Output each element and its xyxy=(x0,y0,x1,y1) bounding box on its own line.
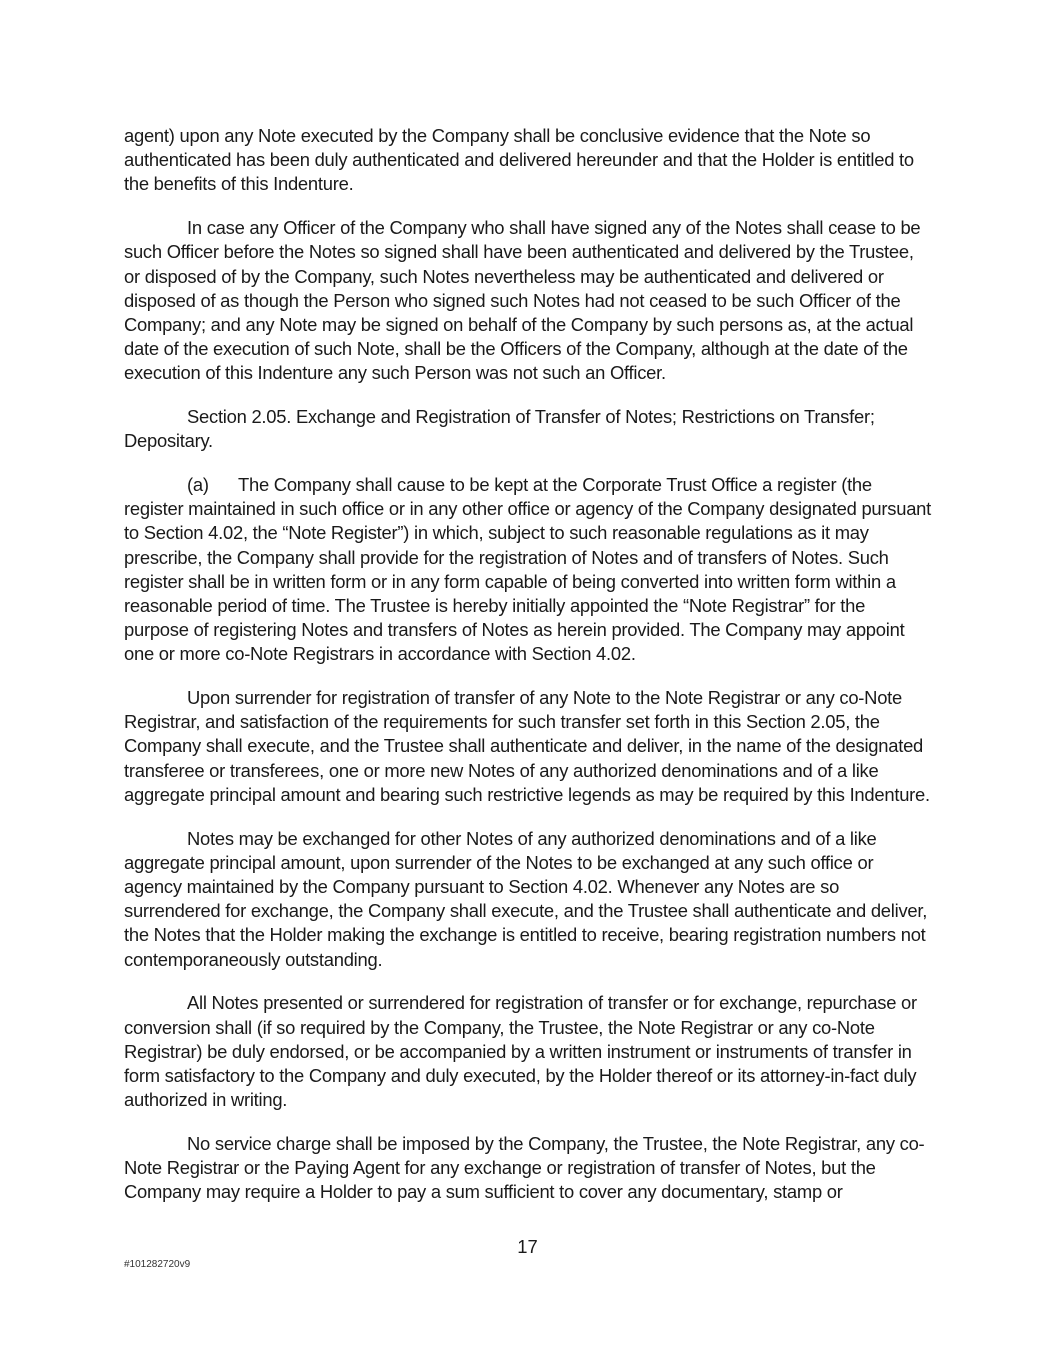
paragraph-service-charge: No service charge shall be imposed by the Company, the Trustee, the Note Registrar, any co-Note Registrar or the Paying Agent for any exchange or registration of transfer of Notes, but the Company may require a Holder to pay a sum sufficient to cover any documentary, stamp or xyxy=(124,1132,925,1203)
document-body xyxy=(124,124,934,1224)
section-heading-2-05: Section 2.05. Exchange and Registration of Transfer of Notes; Restrictions on Transfer; Depositary. xyxy=(124,406,875,452)
paragraph-subsection-a xyxy=(124,473,934,667)
subsection-a-text: The Company shall cause to be kept at the Corporate Trust Office a register (the register maintained in such office or in any other office or agency of the Company designated pursuant to Section 4.02, the “Note Register”) in which, subject to such reasonable regulations as it may prescribe, the Company shall provide for the registration of Notes and of transfers of Notes. Such register shall be in written form or in any form capable of being converted into written form within a reasonable period of time. The Trustee is hereby initially appointed the “Note Registrar” for the purpose of registering Notes and transfers of Notes as herein provided. The Company may appoint one or more co-Note Registrars in accordance with Section 4.02. xyxy=(124,473,932,665)
paragraph-endorsement: All Notes presented or surrendered for registration of transfer or for exchange, repurchase or conversion shall (if so required by the Company, the Trustee, the Note Registrar or any co-Note Registrar) be duly endorsed, or be accompanied by a written instrument or instruments of transfer in form satisfactory to the Company and duly executed, by the Holder thereof or its attorney-in-fact duly authorized in writing. xyxy=(124,992,917,1111)
subsection-label: (a) xyxy=(187,473,209,495)
document-id: #101282720v9 xyxy=(124,1259,191,1270)
paragraph-officer-signature: In case any Officer of the Company who shall have signed any of the Notes shall cease to be such Officer before the Notes so signed shall have been authenticated and delivered by the Trustee, or disposed of by the Company, such Notes nevertheless may be authenticated and delivered or disposed of as though the Person who signed such Notes had not ceased to be such Officer of the Company; and any Note may be signed on behalf of the Company by such persons as, at the actual date of the execution of such Note, shall be the Officers of the Company, although at the date of the execution of this Indenture any such Person was not such an Officer. xyxy=(124,217,921,384)
page-number: 17 xyxy=(517,1236,538,1257)
paragraph-surrender-transfer: Upon surrender for registration of transfer of any Note to the Note Registrar or any co-Note Registrar, and satisfaction of the requirements for such transfer set forth in this Section 2.05, the Company shall execute, and the Trustee shall authenticate and deliver, in the name of the designated transferee or transferees, one or more new Notes of any authorized denominations and of a like aggregate principal amount and bearing such restrictive legends as may be required by this Indenture. xyxy=(124,687,930,805)
paragraph-continuation: agent) upon any Note executed by the Company shall be conclusive evidence that the Note so authenticated has been duly authenticated and delivered hereunder and that the Holder is entitled to the benefits of this Indenture. xyxy=(124,125,914,195)
paragraph-exchange: Notes may be exchanged for other Notes of any authorized denominations and of a like aggregate principal amount, upon surrender of the Notes to be exchanged at any such office or agency maintained by the Company pursuant to Section 4.02. Whenever any Notes are so surrendered for exchange, the Company shall execute, and the Trustee shall authenticate and deliver, the Notes that the Holder making the exchange is entitled to receive, bearing registration numbers not contemporaneously outstanding. xyxy=(124,827,928,970)
